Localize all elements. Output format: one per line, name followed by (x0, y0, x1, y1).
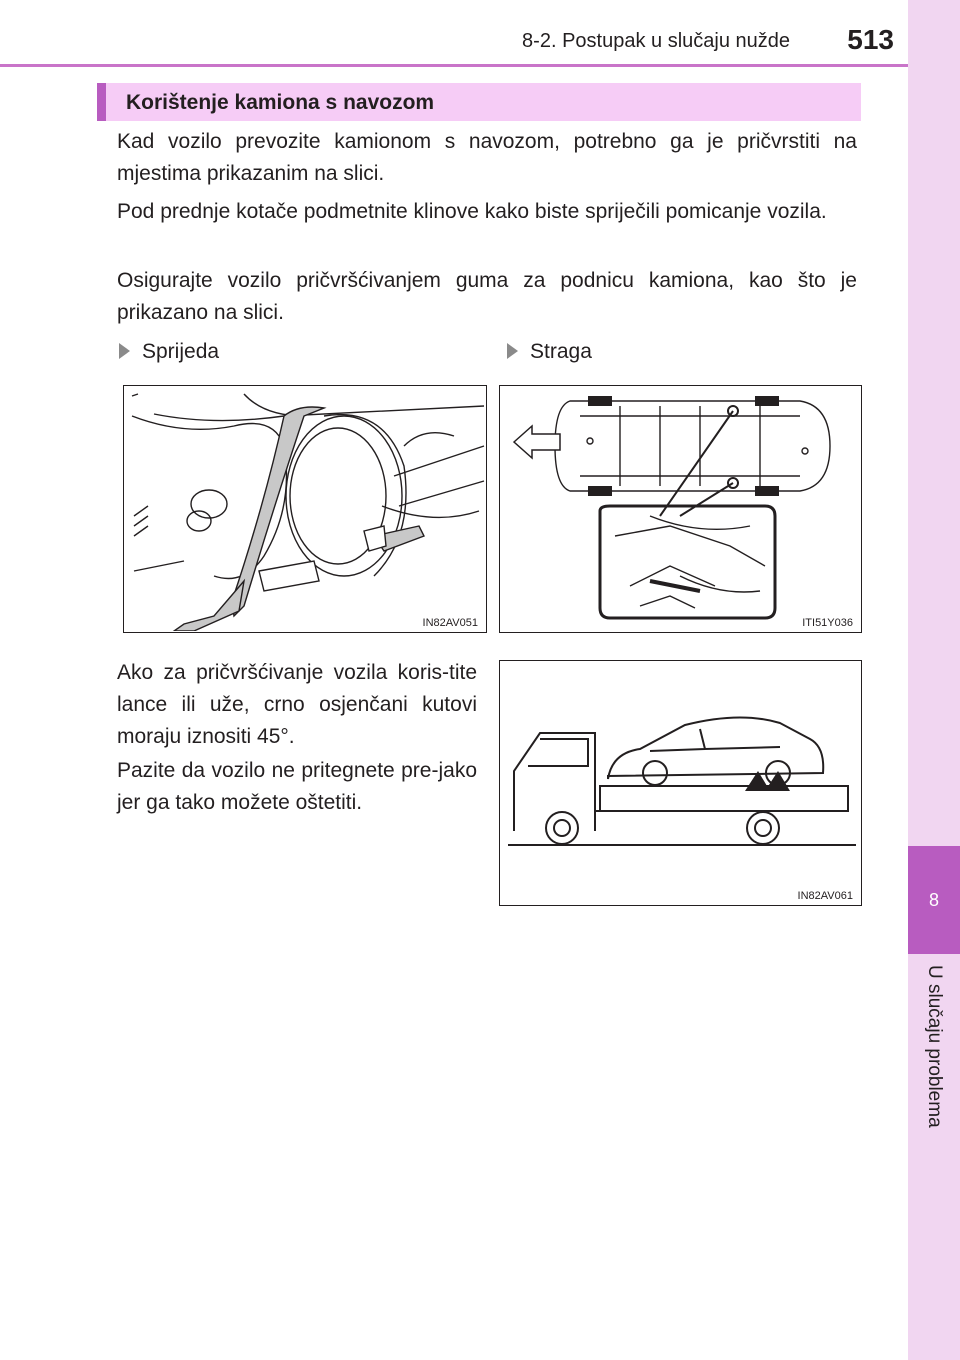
header-divider (0, 64, 908, 67)
bullet-rear (507, 340, 592, 364)
bullet-front (119, 340, 219, 364)
figure-truck (499, 660, 862, 906)
paragraph-1: Kad vozilo prevozite kamionom s navozom, potrebno ga je pričvrstiti na mjestima prikazanim na slici. (117, 130, 857, 185)
figure-front-wheel (123, 385, 487, 633)
header-title: 8-2. Postupak u slučaju nužde (522, 30, 790, 52)
chapter-title: U slučaju problema (924, 965, 945, 1128)
paragraph-3: Osigurajte vozilo pričvršćivanjem guma za podnicu kamiona, kao što je prikazano na slici. (117, 269, 857, 324)
front-wheel-illustration (124, 386, 485, 631)
note-1: Ako za pričvršćivanje vozila koris-tite lance ili uže, crno osjenčani kutovi moraju iznositi 45°. (117, 661, 477, 748)
figure-rear-code: ITI51Y036 (802, 617, 853, 629)
bullet-triangle-icon (119, 343, 130, 359)
side-tab (908, 0, 960, 1360)
bullet-rear-label: Straga (530, 340, 592, 363)
note-2: Pazite da vozilo ne pritegnete pre-jako jer ga tako možete oštetiti. (117, 759, 477, 814)
figure-front-code: IN82AV051 (422, 617, 478, 629)
paragraph-2: Pod prednje kotače podmetnite klinove kako biste spriječili pomicanje vozila. (117, 200, 827, 223)
page-number: 513 (847, 24, 894, 55)
bullet-front-label: Sprijeda (142, 340, 220, 363)
chapter-number-tab[interactable]: 8 (908, 846, 960, 954)
section-header (97, 83, 861, 121)
figure-rear-underbody (499, 385, 862, 633)
rear-underbody-illustration (500, 386, 860, 631)
section-title: Korištenje kamiona s navozom (126, 91, 435, 114)
bullet-triangle-icon (507, 343, 518, 359)
figure-truck-code: IN82AV061 (797, 890, 853, 902)
truck-illustration (500, 661, 860, 904)
